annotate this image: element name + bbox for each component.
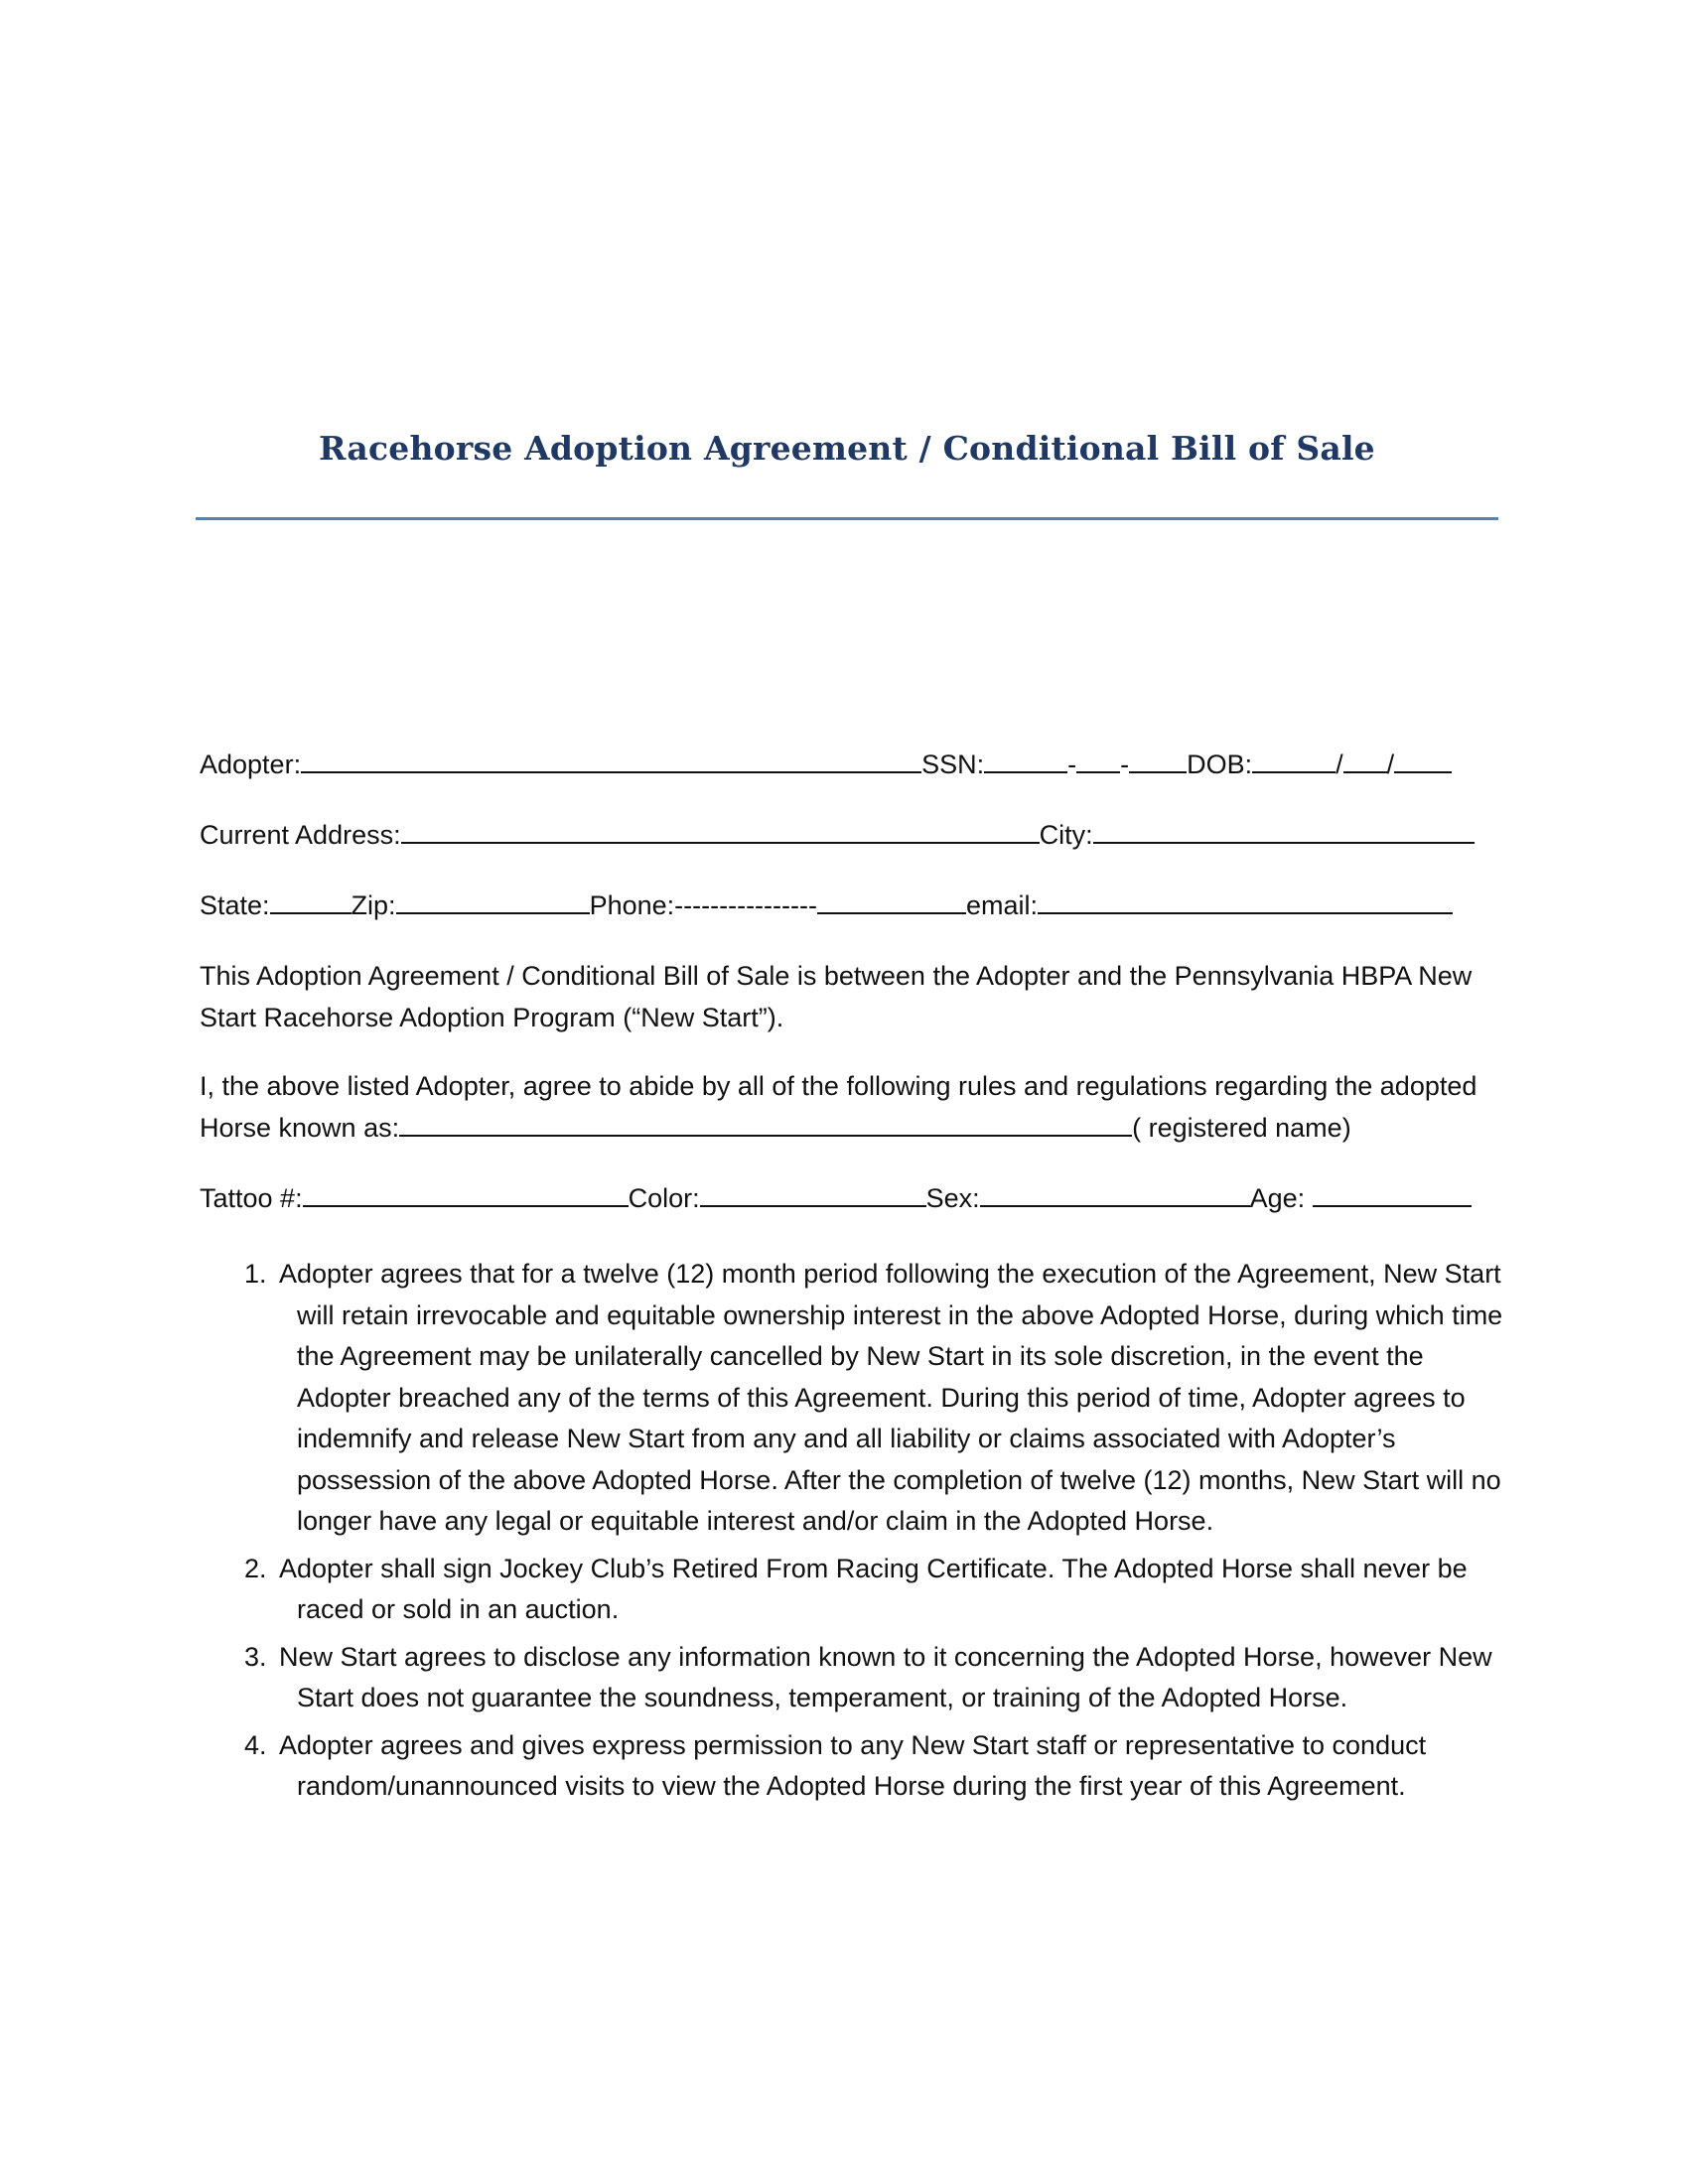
dob-label: DOB: <box>1187 750 1253 779</box>
email-field[interactable] <box>1038 890 1453 914</box>
rule-number: 4. <box>244 1729 267 1760</box>
rule-number: 1. <box>244 1259 267 1289</box>
phone-label: Phone:---------------- <box>589 890 817 920</box>
tattoo-label: Tattoo #: <box>200 1183 303 1213</box>
ssn-label: SSN: <box>921 750 985 779</box>
rule-text: Adopter agrees that for a twelve (12) month period following the execution of the Agreement, New Start will retain irrevocable and equitable ownership interest in the above Adopted Horse, during which time the Agreement may be unilaterally cancelled by New Start in its sole discretion, in the event the Adopter breached any of the terms of this Agreement. During this period of time, Adopter agrees to indemnify and release New Start from any and all liability or claims associated with Adopter’s possession of the above Adopted Horse. After the completion of twelve (12) months, New Start will no longer have any legal or equitable interest and/or claim in the Adopted Horse. <box>279 1259 1503 1536</box>
sex-label: Sex: <box>925 1183 980 1213</box>
rule-item <box>244 1549 1505 1631</box>
document-title: Racehorse Adoption Agreement / Conditional Bill of Sale <box>319 429 1375 468</box>
rule-number: 2. <box>244 1553 267 1583</box>
phone-field[interactable] <box>817 890 966 914</box>
dob-month-field[interactable] <box>1252 750 1336 773</box>
rule-text: Adopter shall sign Jockey Club’s Retired From Racing Certificate. The Adopted Horse shall never be raced or sold in an auction. <box>279 1553 1468 1624</box>
rule-item <box>244 1254 1505 1543</box>
adopter-label: Adopter: <box>200 750 302 779</box>
dob-separator: / <box>1336 750 1343 779</box>
color-field[interactable] <box>700 1183 926 1207</box>
ssn-part2-field[interactable] <box>1076 750 1120 773</box>
dob-separator: / <box>1386 750 1395 779</box>
zip-field[interactable] <box>396 890 590 914</box>
city-label: City: <box>1039 820 1093 850</box>
agreement-text: I, the above listed Adopter, agree to abide by all of the following rules and regulations regarding the adopted Horse known as: <box>200 1071 1477 1143</box>
rule-item <box>244 1637 1505 1719</box>
ssn-part1-field[interactable] <box>984 750 1067 773</box>
sex-field[interactable] <box>980 1183 1250 1207</box>
title-divider <box>196 517 1498 520</box>
adopter-line <box>200 747 1452 782</box>
contact-line <box>200 887 1453 923</box>
intro-paragraph: This Adoption Agreement / Conditional Bill of Sale is between the Adopter and the Pennsylvania HBPA New Start Racehorse Adoption Program (“New Start”). <box>200 961 1473 1032</box>
zip-label: Zip: <box>351 890 396 920</box>
ssn-separator: - <box>1067 750 1077 779</box>
tattoo-field[interactable] <box>303 1183 629 1207</box>
age-label: Age: <box>1249 1183 1306 1213</box>
rule-text: Adopter agrees and gives express permission to any New Start staff or representative to conduct random/unannounced visits to view the Adopted Horse during the first year of this Agreement. <box>279 1729 1427 1801</box>
rule-number: 3. <box>244 1641 267 1672</box>
rules-list <box>244 1254 1505 1814</box>
state-field[interactable] <box>270 890 352 914</box>
address-line <box>200 817 1475 853</box>
adopter-name-field[interactable] <box>301 750 921 773</box>
horse-name-field[interactable] <box>399 1113 1132 1137</box>
dob-year-field[interactable] <box>1394 750 1452 773</box>
address-label: Current Address: <box>200 820 401 850</box>
age-field[interactable] <box>1313 1183 1472 1207</box>
agreement-paragraph <box>200 1066 1500 1149</box>
horse-details-line <box>200 1180 1472 1216</box>
city-field[interactable] <box>1093 820 1475 844</box>
state-label: State: <box>200 890 270 920</box>
color-label: Color: <box>628 1183 700 1213</box>
ssn-separator: - <box>1120 750 1130 779</box>
ssn-part3-field[interactable] <box>1129 750 1187 773</box>
dob-day-field[interactable] <box>1343 750 1387 773</box>
rule-text: New Start agrees to disclose any information known to it concerning the Adopted Horse, however New Start does not guarantee the soundness, temperament, or training of the Adopted Horse. <box>279 1641 1492 1712</box>
email-label: email: <box>966 890 1039 920</box>
address-field[interactable] <box>401 820 1040 844</box>
rule-item <box>244 1725 1505 1808</box>
registered-name-note: ( registered name) <box>1132 1112 1351 1143</box>
